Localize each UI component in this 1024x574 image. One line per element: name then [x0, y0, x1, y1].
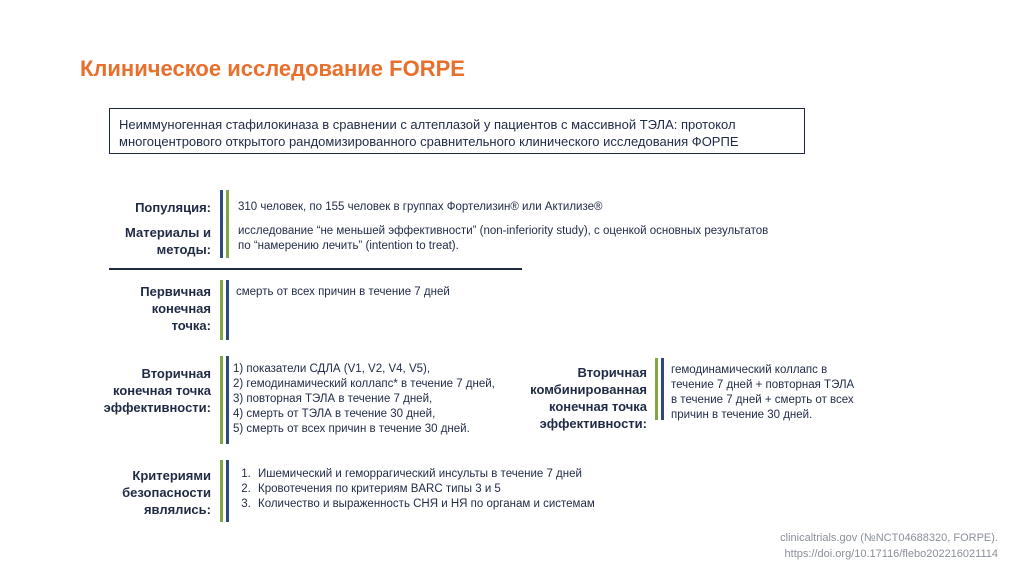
safety-divider-navy — [226, 460, 229, 522]
population-text: 310 человек, по 155 человек в группах Фортелизин® или Актилизе® — [238, 201, 603, 213]
primary-label — [140, 283, 211, 334]
section-divider — [109, 268, 522, 270]
footer-line-2: https://doi.org/10.17116/flebo202216021114 — [784, 548, 998, 560]
population-label: Популяция: — [135, 200, 211, 215]
primary-label-line-3: точка: — [171, 318, 211, 333]
methods-text-line-2: по “намерению лечить” (intention to treat). — [238, 240, 459, 252]
summary-line-2: многоцентрового открытого рандомизированного сравнительного клинического исследования ФОРПЕ — [119, 134, 739, 149]
safety-item: 2. Кровотечения по критериям BARC типы 3 и 5 — [254, 482, 595, 497]
secondary-item: 1) показатели СДЛА (V1, V2, V4, V5), — [233, 363, 431, 375]
safety-list — [236, 467, 595, 512]
combined-text — [671, 363, 854, 423]
combined-text-line-2: течение 7 дней + повторная ТЭЛА — [671, 379, 855, 391]
safety-divider-green — [220, 460, 223, 522]
footer-source — [780, 530, 998, 562]
secondary-label-line-3: эффективности: — [103, 400, 211, 415]
safety-label-line-1: Критериями — [132, 468, 211, 483]
summary-line-1: Неиммуногенная стафилокиназа в сравнении с алтеплазой у пациентов с массивной ТЭЛА: протокол — [119, 117, 736, 132]
secondary-item: 5) смерть от всех причин в течение 30 дней. — [233, 423, 470, 435]
secondary-divider-navy — [226, 356, 229, 444]
methods-label — [125, 224, 211, 258]
primary-label-line-1: Первичная — [140, 284, 211, 299]
secondary-label-line-2: конечная точка — [113, 383, 211, 398]
combined-label — [530, 364, 647, 432]
primary-label-line-2: конечная — [151, 301, 211, 316]
secondary-label-line-1: Вторичная — [141, 366, 211, 381]
footer-line-1: clinicaltrials.gov (№NCT04688320, FORPE). — [780, 532, 998, 544]
safety-label-line-3: являлись: — [143, 502, 211, 517]
secondary-label — [104, 365, 211, 416]
safety-label-line-2: безопасности — [122, 485, 211, 500]
combined-text-line-3: в течение 7 дней + смерть от всех — [671, 394, 854, 406]
summary-text — [119, 116, 739, 150]
safety-item: 1. Ишемический и геморрагический инсульты в течение 7 дней — [254, 467, 595, 482]
primary-divider-green — [220, 280, 223, 340]
combined-text-line-1: гемодинамический коллапс в — [671, 364, 828, 376]
population-divider-navy — [220, 190, 223, 258]
methods-text — [238, 224, 768, 254]
combined-label-line-4: эффективности: — [539, 416, 647, 431]
combined-divider-green — [655, 358, 658, 420]
methods-text-line-1: исследование “не меньшей эффективности” (non-inferiority study), с оценкой основных результатов — [238, 225, 769, 237]
safety-label — [122, 467, 211, 518]
population-divider-green — [226, 190, 229, 258]
page-title: Клиническое исследование FORPE — [80, 56, 465, 81]
primary-divider-navy — [226, 280, 229, 340]
methods-label-line-1: Материалы и — [125, 225, 211, 240]
secondary-item: 2) гемодинамический коллапс* в течение 7 дней, — [233, 378, 495, 390]
combined-divider-navy — [661, 358, 664, 420]
secondary-item: 4) смерть от ТЭЛА в течение 30 дней, — [233, 408, 436, 420]
summary-box — [109, 108, 805, 154]
methods-label-line-2: методы: — [156, 242, 211, 257]
primary-text: смерть от всех причин в течение 7 дней — [236, 286, 450, 298]
combined-label-line-3: конечная точка — [549, 399, 647, 414]
secondary-list — [233, 362, 495, 437]
secondary-item: 3) повторная ТЭЛА в течение 7 дней, — [233, 393, 433, 405]
combined-label-line-2: комбинированная — [530, 382, 647, 397]
combined-text-line-4: причин в течение 30 дней. — [671, 409, 813, 421]
combined-label-line-1: Вторичная — [577, 365, 647, 380]
safety-item: 3. Количество и выраженность СНЯ и НЯ по органам и системам — [254, 497, 595, 512]
secondary-divider-green — [220, 356, 223, 444]
